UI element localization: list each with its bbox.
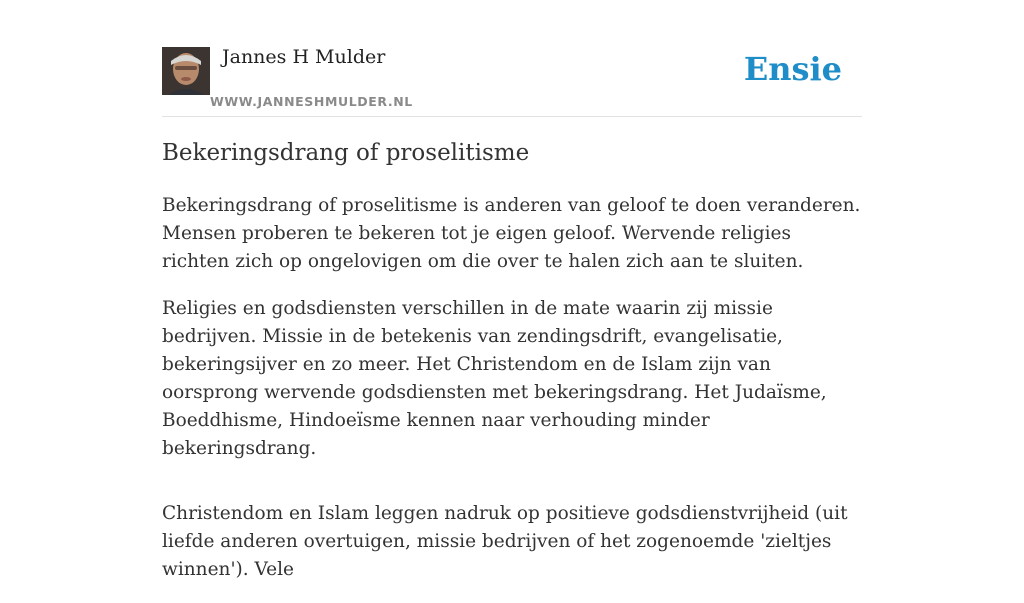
header xyxy=(162,44,862,117)
avatar[interactable] xyxy=(162,47,210,95)
author-site-link[interactable]: WWW.JANNESHMULDER.NL xyxy=(210,94,413,109)
author-portrait-icon xyxy=(162,47,210,95)
article-paragraph: Religies en godsdiensten verschillen in de mate waarin zij missie bedrijven. Missie in de betekenis van zendingsdrift, evangelisatie, bekeringsijver en zo meer. Het Christendom en de Islam zijn van oorsprong wervende godsdiensten met bekeringsdrang. Het Judaïsme, Boeddhisme, Hindoeïsme kennen naar verhouding minder bekeringsdrang. xyxy=(162,298,827,459)
article-body xyxy=(162,192,862,603)
page-title: Bekeringsdrang of proselitisme xyxy=(162,140,530,166)
brand-logo[interactable]: Ensie xyxy=(743,50,842,88)
article-paragraph: Christendom en Islam leggen nadruk op positieve godsdienstvrijheid (uit liefde anderen overtuigen, missie bedrijven of het zogenoemde 'zieltjes winnen'). Vele xyxy=(162,503,848,580)
author-name[interactable]: Jannes H Mulder xyxy=(222,46,386,68)
article-paragraph: Bekeringsdrang of proselitisme is anderen van geloof te doen veranderen. Mensen proberen te bekeren tot je eigen geloof. Wervende religies richten zich op ongelovigen om die over te halen zich aan te sluiten. xyxy=(162,195,861,272)
